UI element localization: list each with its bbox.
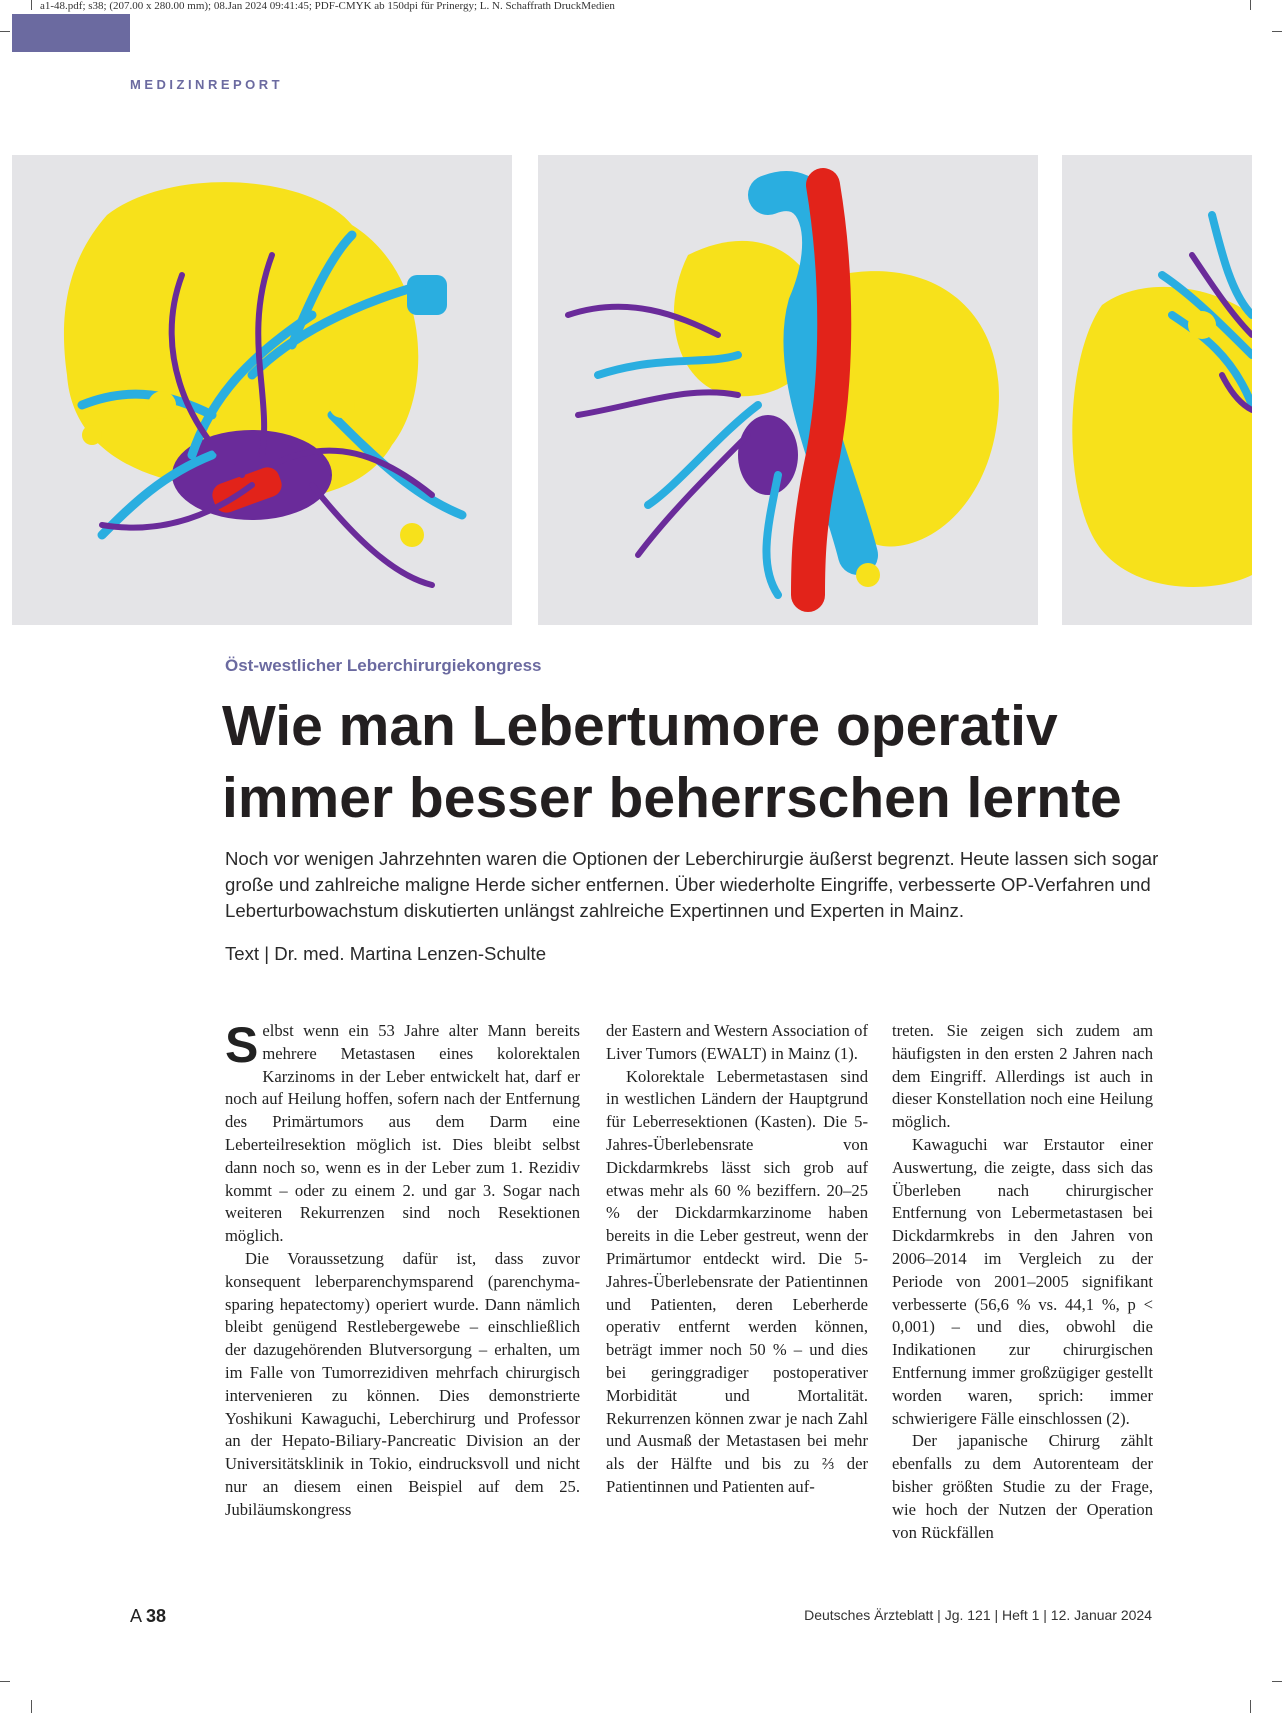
body-column-1 bbox=[225, 1017, 580, 1522]
body-column-3 bbox=[892, 1020, 1153, 1544]
paragraph: treten. Sie zeigen sich zudem am häufigsten in den ersten 2 Jahren nach dem Eingriff. Allerdings ist auch in dieser Konstellation noch eine Heilung möglich. bbox=[892, 1021, 1153, 1132]
section-label: MEDIZINREPORT bbox=[130, 77, 284, 92]
page-number-value: 38 bbox=[146, 1606, 167, 1626]
paragraph: Kawaguchi war Erstautor einer Auswertung, die zeigte, dass sich das Überleben nach chirurgischer Entfernung von Lebermetastasen bei Dickdarmkrebs in den Jahren von 2006–2014 im Vergleich zu der Periode von 2001–2005 signifikant verbesserte (56,6 % vs. 44,1 %, p < 0,001) – und dies, obwohl die Indikationen zur chirurgischen Entfernung immer großzügiger gestellt worden waren, sprich: immer schwierigere Fälle einschlossen (2). bbox=[892, 1134, 1153, 1428]
section-color-tab bbox=[12, 14, 130, 52]
headline-line-1: Wie man Lebertumore operativ bbox=[222, 694, 1058, 758]
paragraph: Die Voraussetzung dafür ist, dass zuvor konsequent leberparenchymsparend (parenchyma-sparing hepatectomy) operiert wurde. Dann nämlich bleibt genügend Restlebergewebe – einschließlich der dazugehörenden Blutversorgung – erhalten, um im Falle von Tumorrezidiven mehrfach chirurgisch intervenieren zu können. Dies demonstrierte Yoshikuni Kawaguchi, Leberchirurg und Professor an der Hepato-Biliary-Pancreatic Division an der Universitätsklinik in Tokio, eindrucksvoll und nicht nur an diesem einen Beispiel auf dem 25. Jubiläumskongress bbox=[225, 1248, 580, 1519]
paragraph: der Eastern and Western Association of Liver Tumors (EWALT) in Mainz (1). bbox=[606, 1021, 868, 1063]
liver-model-image-1 bbox=[12, 155, 512, 625]
article-kicker: Öst-westlicher Leberchirurgiekongress bbox=[225, 656, 542, 675]
crop-mark bbox=[1250, 0, 1251, 10]
article-byline: Text | Dr. med. Martina Lenzen-Schulte bbox=[225, 943, 547, 964]
liver-model-image-1-svg bbox=[12, 155, 512, 625]
page-prefix: A bbox=[130, 1606, 142, 1626]
paragraph bbox=[225, 1017, 580, 1248]
paragraph: Kolorektale Lebermetastasen sind in westlichen Ländern der Hauptgrund für Leberresektionen (Kasten). Die 5-Jahres-Überlebensrate von Dickdarmkrebs lässt sich grob auf etwas mehr als 60 % beziffern. 20–25 % der Dickdarmkarzinome haben bereits in die Leber gestreut, wenn der Primärtumor entdeckt wird. Die 5-Jahres-Überlebensrate der Patientinnen und Patienten, deren Leberherde operativ entfernt werden können, beträgt immer noch 50 % – und dies bei geringgradiger postoperativer Morbidität und Mortalität. Rekurrenzen können zwar je nach Zahl und Ausmaß der Metastasen bei mehr als der Hälfte und bis zu ⅔ der Patientinnen und Patienten auf- bbox=[606, 1066, 868, 1496]
crop-mark bbox=[0, 31, 10, 32]
body-column-2 bbox=[606, 1020, 868, 1499]
liver-model-image-3 bbox=[1062, 155, 1252, 625]
paragraph-text: elbst wenn ein 53 Jahre alter Mann bereits mehrere Metastasen eines kolorektalen Karzinoms in der Leber entwickelt hat, darf er noch auf Heilung hoffen, sofern nach der Entfernung des Primärtumors aus dem Darm eine Leberteilresektion möglich ist. Dies bleibt selbst dann noch so, wenn es in der Leber zum 1. Rezidiv kommt – oder zu einem 2. und gar 3. Sogar nach weiteren Rekurrenzen sind noch Resektionen möglich. bbox=[225, 1021, 580, 1246]
article-lead: Noch vor wenigen Jahrzehnten waren die Optionen der Leberchirurgie äußerst begrenzt. Heute lassen sich sogar große und zahlreiche maligne Herde sicher entfernen. Über wiederholte Eingriffe, verbesserte OP-Verfahren und Leberturbowachstum diskutierten unlängst zahlreiche Expertinnen und Experten in Mainz. bbox=[225, 848, 1159, 921]
liver-model-image-3-svg bbox=[1062, 155, 1252, 625]
crop-mark bbox=[31, 1700, 32, 1713]
liver-model-image-2-svg bbox=[538, 155, 1038, 625]
print-slug: a1-48.pdf; s38; (207.00 x 280.00 mm); 08.Jan 2024 09:41:45; PDF-CMYK ab 150dpi für Prinergy; L. N. Schaffrath DruckMedien bbox=[40, 0, 615, 12]
crop-mark bbox=[1272, 1681, 1282, 1682]
article-headline bbox=[222, 690, 1182, 834]
crop-mark bbox=[0, 1681, 10, 1682]
headline-line-2: immer besser beherrschen lernte bbox=[222, 766, 1122, 830]
page-number bbox=[130, 1606, 166, 1627]
paragraph: Der japanische Chirurg zählt ebenfalls zu dem Autorenteam der bisher größten Studie zu der Frage, wie hoch der Nutzen der Operation von Rückfällen bbox=[892, 1431, 1153, 1542]
crop-mark bbox=[1250, 1700, 1251, 1713]
drop-cap: S bbox=[225, 1017, 259, 1073]
liver-model-image-2 bbox=[538, 155, 1038, 625]
crop-mark bbox=[1272, 31, 1282, 32]
journal-info: Deutsches Ärzteblatt | Jg. 121 | Heft 1 | 12. Januar 2024 bbox=[804, 1607, 1152, 1623]
crop-mark bbox=[31, 0, 32, 10]
